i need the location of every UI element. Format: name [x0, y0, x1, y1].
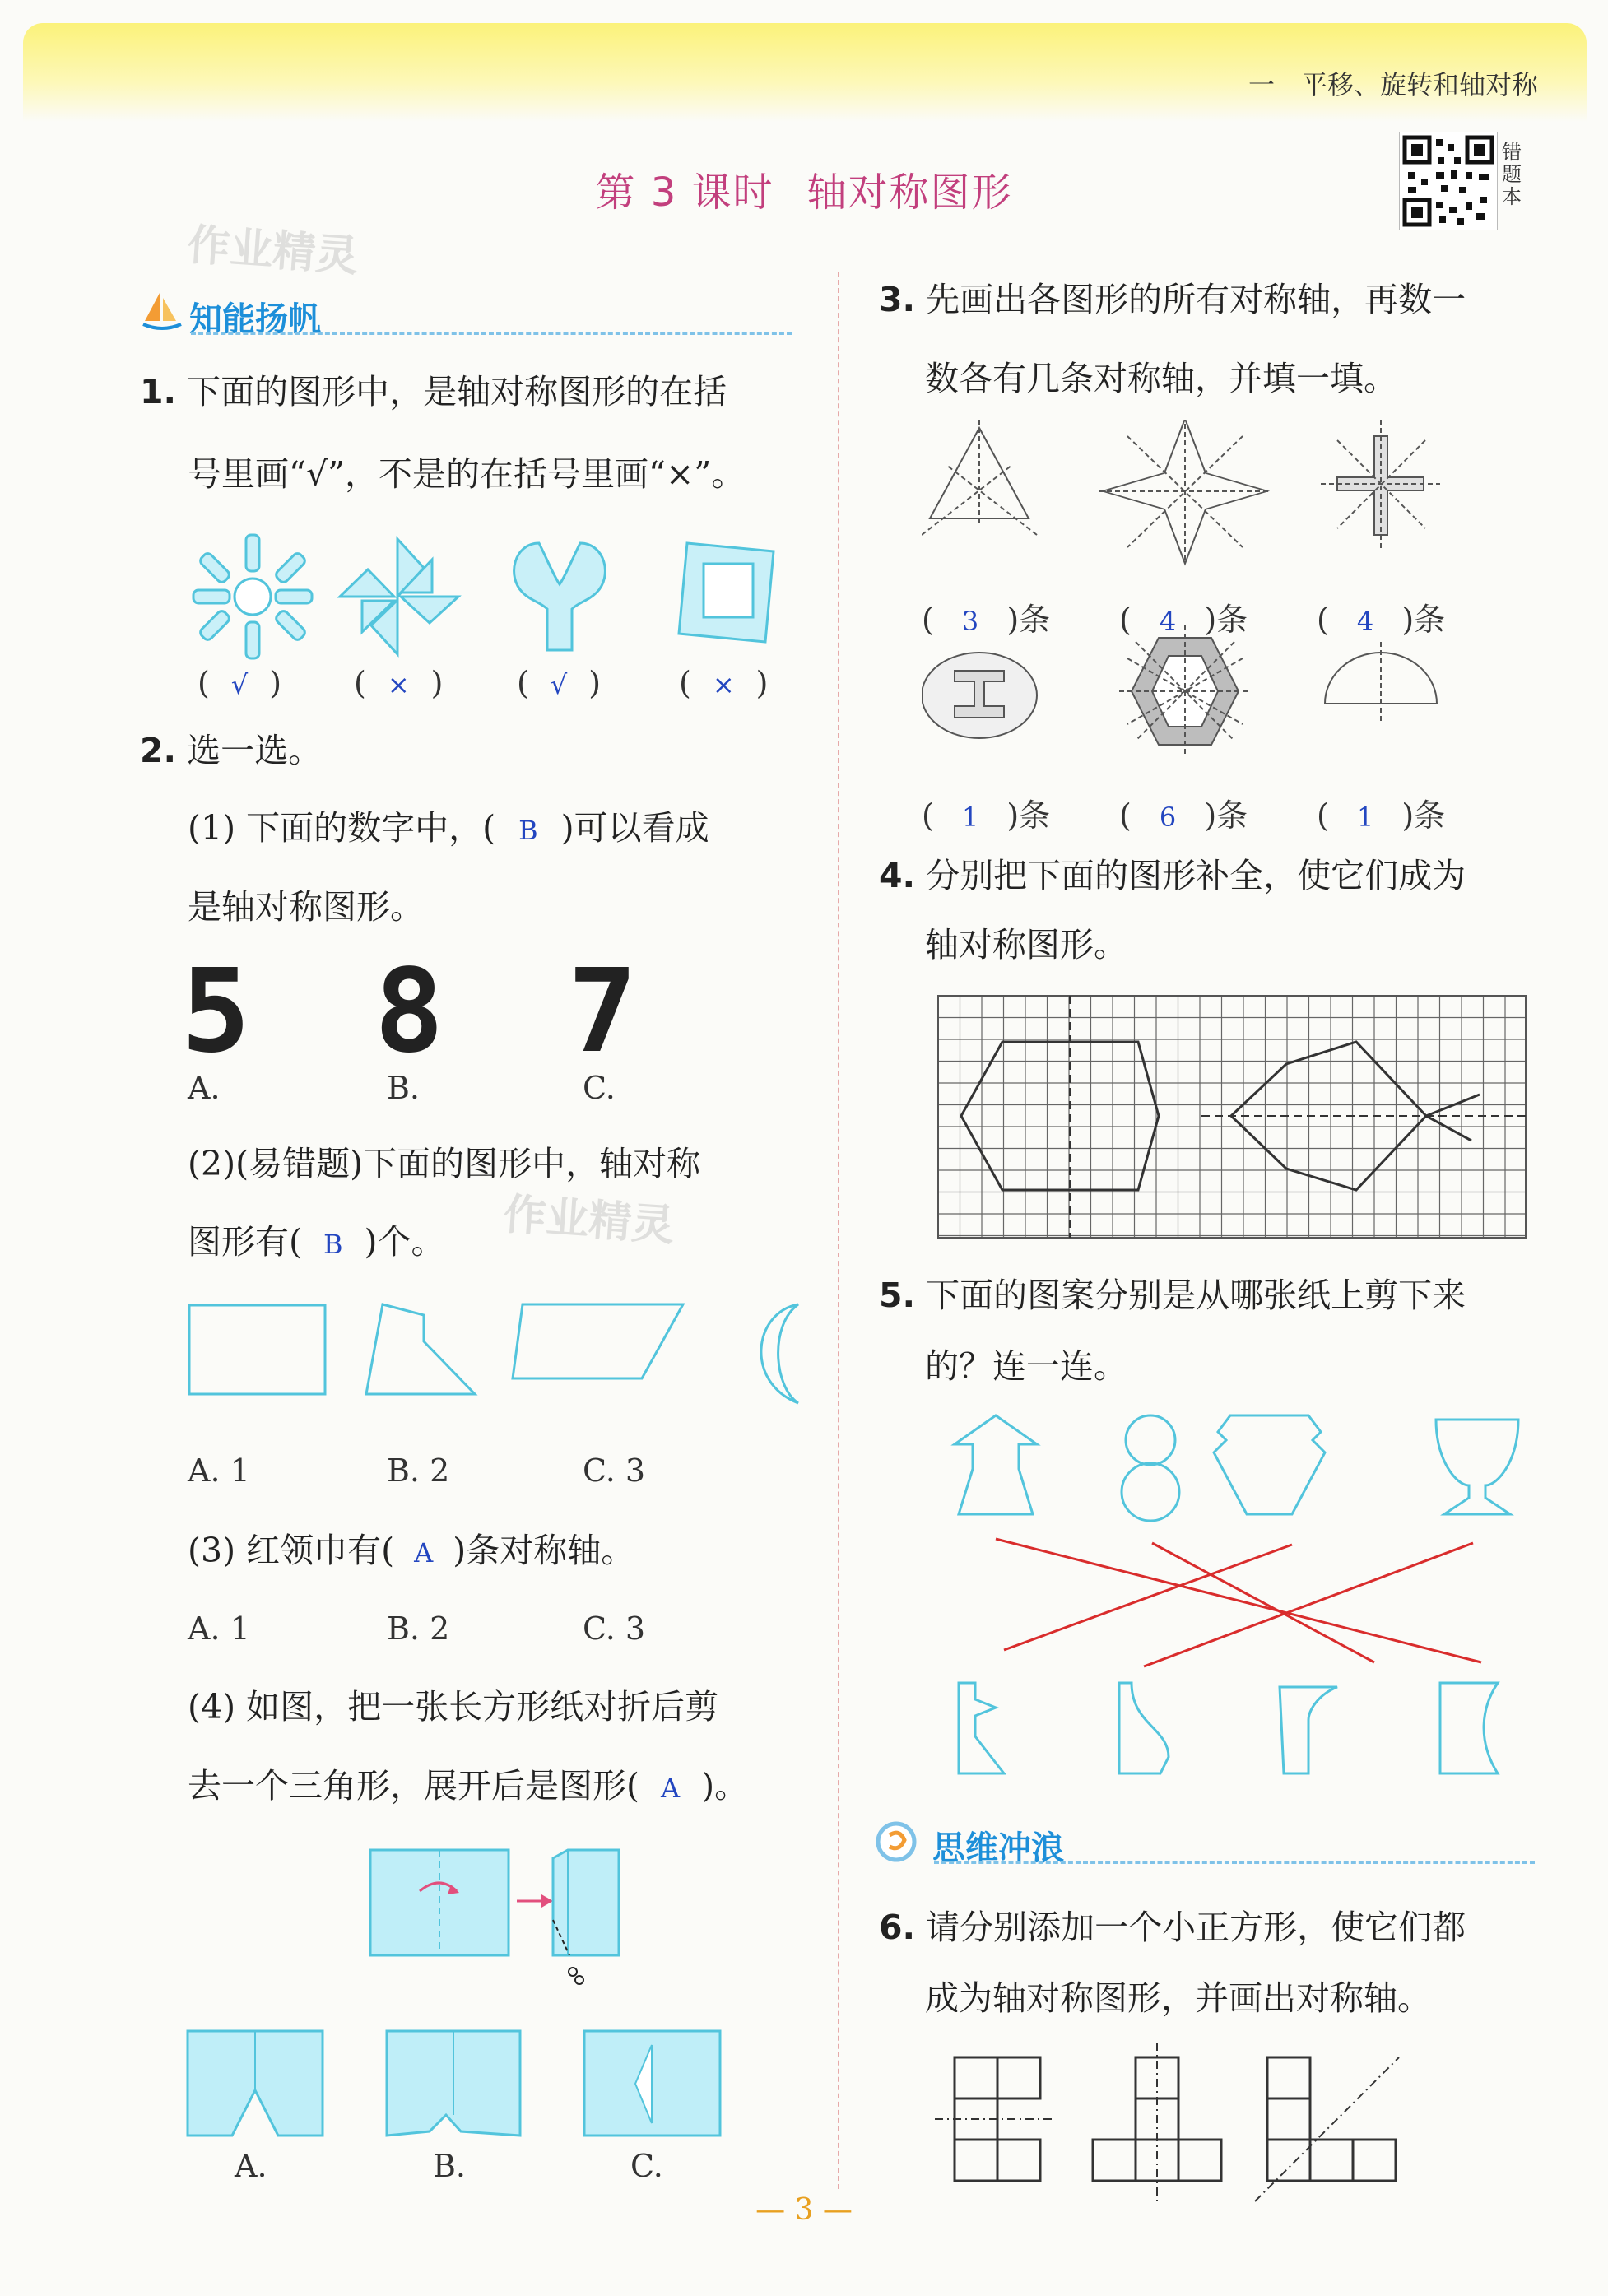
q3-line1: 3. 先画出各图形的所有对称轴，再数一: [879, 280, 1466, 319]
q6-line2: 成为轴对称图形，并画出对称轴。: [925, 1978, 1431, 2018]
q5-line2: 的？连一连。: [925, 1346, 1127, 1386]
section-title: 知能扬帆: [189, 300, 321, 338]
q1-line1: 1. 下面的图形中，是轴对称图形的在括: [140, 372, 727, 411]
q2-p4-line1: (4) 如图，把一张长方形纸对折后剪: [188, 1687, 719, 1727]
parallelogram-shape: [513, 1304, 683, 1378]
q4-grid: [936, 994, 1529, 1241]
watermark-logo: 作业精灵: [501, 1189, 676, 1252]
lesson-label: 第 3 课时: [595, 170, 774, 216]
answer-lines: [996, 1539, 1481, 1666]
q2-p2-shapes: [185, 1292, 811, 1415]
q6-line1: 6. 请分别添加一个小正方形，使它们都: [879, 1908, 1466, 1947]
snowman-pattern: [1126, 1415, 1175, 1465]
star-figure: [1099, 420, 1271, 564]
column-divider: [838, 272, 839, 2189]
oval-figure: [922, 653, 1037, 738]
q2-title: 2. 选一选。: [140, 731, 323, 770]
pinwheel-figure: [340, 539, 458, 654]
hexagon-figure: [1119, 625, 1251, 757]
half-piece-a: [959, 1683, 1004, 1773]
q3-figures: [922, 420, 1481, 765]
cross-figure: [1321, 420, 1440, 551]
q6-figures: [930, 2041, 1424, 2205]
section-underline: [191, 332, 792, 335]
q1-line2: 号里画“√”，不是的在括号里画“×”。: [188, 454, 746, 494]
crescent-shape: [761, 1304, 798, 1403]
vase-pattern: [1214, 1415, 1325, 1514]
semicircle-figure: [1325, 642, 1437, 724]
half-piece-c: [1280, 1687, 1337, 1773]
cup-pattern: [1436, 1420, 1518, 1514]
q2-p2-line1: (2)(易错题)下面的图形中，轴对称: [188, 1144, 701, 1183]
section-title: 思维冲浪: [932, 1829, 1064, 1867]
cut-options: [181, 2024, 741, 2148]
chapter-header: 一 平移、旋转和轴对称: [1248, 69, 1538, 100]
fold-cut-diagram: [362, 1842, 642, 1990]
q5-matching: [930, 1411, 1539, 1798]
sail-icon: [142, 290, 183, 336]
y-logo-figure: [514, 543, 606, 650]
q2-p4-line2: 去一个三角形，展开后是图形( A )。: [188, 1766, 749, 1806]
square-pinwheel-figure: [679, 543, 774, 642]
q2-p1-line2: 是轴对称图形。: [188, 887, 424, 927]
watermark-logo: 作业精灵: [185, 220, 360, 282]
q2-p1-line1: (1) 下面的数字中，( B )可以看成: [188, 808, 709, 848]
snowflake-figure: [193, 535, 312, 658]
page-number: — 3 —: [755, 2193, 853, 2227]
trapezoid-shape: [366, 1304, 475, 1394]
q1-figures: [185, 527, 811, 667]
lesson-topic: 轴对称图形: [806, 170, 1013, 216]
q3-line2: 数各有几条对称轴，并填一填。: [925, 359, 1397, 398]
rectangle-shape: [189, 1305, 325, 1394]
error-book-label: 错 题 本: [1502, 141, 1522, 208]
q4-line1: 4. 分别把下面的图形补全，使它们成为: [879, 856, 1466, 895]
page-title: [0, 160, 1608, 217]
arrow-pattern: [955, 1415, 1037, 1514]
triangle-figure: [922, 420, 1037, 535]
q5-line1: 5. 下面的图案分别是从哪张纸上剪下来: [879, 1276, 1466, 1315]
q2-p3-line1: (3) 红领巾有( A )条对称轴。: [188, 1531, 635, 1570]
wave-icon: [875, 1819, 924, 1866]
q2-p2-line2: 图形有( B )个。: [188, 1222, 445, 1262]
qr-code-icon[interactable]: [1399, 132, 1498, 230]
section-underline: [934, 1861, 1535, 1864]
q4-line2: 轴对称图形。: [925, 925, 1127, 964]
half-piece-b: [1119, 1683, 1169, 1773]
half-piece-d: [1440, 1683, 1498, 1773]
